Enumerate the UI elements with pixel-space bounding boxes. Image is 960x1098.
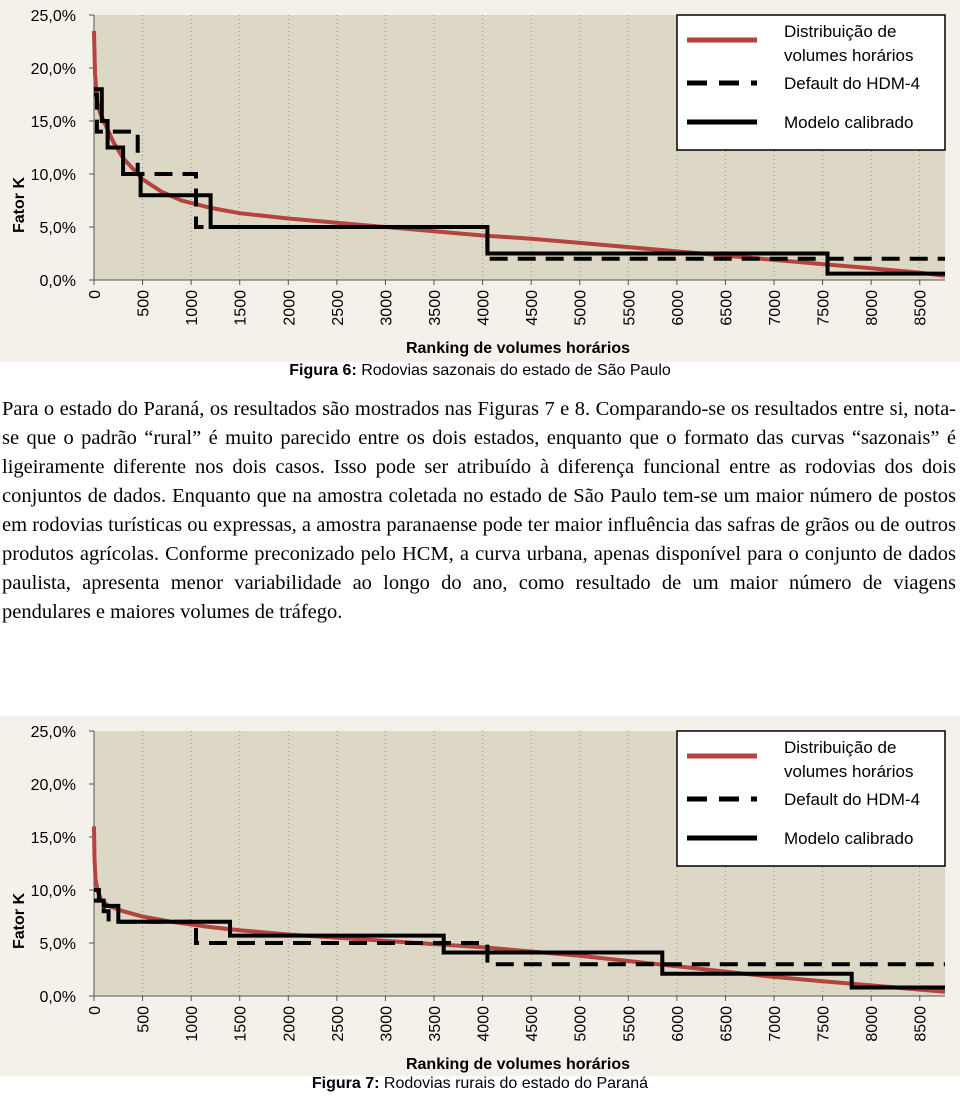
x-tick-label: 8000 xyxy=(864,290,882,326)
x-tick-label: 4500 xyxy=(524,290,542,326)
y-tick-label: 10,0% xyxy=(30,167,76,184)
x-tick-label: 6500 xyxy=(718,290,736,326)
legend-label-distribution-line2: volumes horários xyxy=(784,46,914,65)
x-tick-label: 7500 xyxy=(815,290,833,326)
figure-6-caption xyxy=(0,362,960,380)
x-axis-label: Ranking de volumes horários xyxy=(405,340,631,357)
x-tick-label: 2000 xyxy=(281,1006,299,1042)
figure-7-chart xyxy=(0,716,960,1076)
x-tick-label: 5000 xyxy=(572,1006,590,1042)
legend-label-calibrated: Modelo calibrado xyxy=(784,113,914,132)
x-tick-label: 3000 xyxy=(378,290,396,326)
x-tick-label: 500 xyxy=(135,1006,153,1033)
y-tick-label: 25,0% xyxy=(30,8,76,25)
x-tick-label: 0 xyxy=(87,1006,104,1015)
legend-label-distribution-line2: volumes horários xyxy=(784,762,914,781)
figure-6-svg xyxy=(0,0,960,362)
legend-label-distribution-line1: Distribuição de xyxy=(784,738,897,757)
x-tick-label: 8500 xyxy=(912,290,930,326)
y-tick-label: 20,0% xyxy=(30,61,76,78)
legend-label-calibrated: Modelo calibrado xyxy=(784,829,914,848)
x-tick-label: 6500 xyxy=(718,1006,736,1042)
y-axis-label: Fator K xyxy=(11,893,28,949)
y-axis-label: Fator K xyxy=(11,177,28,233)
x-axis-label: Ranking de volumes horários xyxy=(405,1056,631,1073)
x-tick-label: 8500 xyxy=(912,1006,930,1042)
figure-6-caption-label: Figura 6: xyxy=(289,362,357,379)
x-tick-label: 5000 xyxy=(572,290,590,326)
figure-6-chart xyxy=(0,0,960,362)
x-tick-label: 0 xyxy=(87,290,104,299)
x-tick-label: 7000 xyxy=(767,1006,785,1042)
x-tick-label: 5500 xyxy=(621,1006,639,1042)
y-tick-label: 5,0% xyxy=(39,936,76,953)
y-tick-label: 15,0% xyxy=(30,830,76,847)
y-tick-label: 0,0% xyxy=(39,273,76,290)
x-tick-label: 4000 xyxy=(475,290,493,326)
x-tick-label: 7000 xyxy=(767,290,785,326)
x-tick-label: 7500 xyxy=(815,1006,833,1042)
y-tick-label: 5,0% xyxy=(39,220,76,237)
y-tick-label: 10,0% xyxy=(30,883,76,900)
x-tick-label: 1500 xyxy=(232,1006,250,1042)
x-tick-label: 6000 xyxy=(669,1006,687,1042)
figure-7-svg xyxy=(0,716,960,1076)
x-tick-label: 1000 xyxy=(184,290,202,326)
x-tick-label: 5500 xyxy=(621,290,639,326)
x-tick-label: 8000 xyxy=(864,1006,882,1042)
figure-7-caption-label: Figura 7: xyxy=(311,1075,380,1092)
figure-7-caption xyxy=(0,1075,960,1093)
x-tick-label: 2000 xyxy=(281,290,299,326)
figure-7-caption-text: Rodovias rurais do estado do Paraná xyxy=(379,1075,649,1092)
legend-label-distribution-line1: Distribuição de xyxy=(784,22,897,41)
x-tick-label: 1500 xyxy=(232,290,250,326)
y-tick-label: 0,0% xyxy=(39,989,76,1006)
x-tick-label: 6000 xyxy=(669,290,687,326)
x-tick-label: 2500 xyxy=(329,290,347,326)
legend-label-hdm4: Default do HDM-4 xyxy=(784,74,921,93)
y-tick-label: 25,0% xyxy=(30,724,76,741)
x-tick-label: 3000 xyxy=(378,1006,396,1042)
x-tick-label: 4500 xyxy=(524,1006,542,1042)
body-paragraph: Para o estado do Paraná, os resultados são mostrados nas Figuras 7 e 8. Comparando-se os resultados entre si, nota-se que o padrão “rural” é muito parecido entre os dois estados, enquanto que o formato das curvas “sazonais” é ligeiramente diferente nos dois casos. Isso pode ser atribuído à diferença funcional entre as rodovias dos dois conjuntos de dados. Enquanto que na amostra coletada no estado de São Paulo tem-se um maior número de postos em rodovias turísticas ou expressas, a amostra paranaense pode ter maior influência das safras de grãos ou de outros produtos agrícolas. Conforme preconizado pelo HCM, a curva urbana, apenas disponível para o conjunto de dados paulista, apresenta menor variabilidade ao longo do ano, como resultado de um maior número de viagens pendulares e maiores volumes de tráfego. xyxy=(2,398,956,623)
x-tick-label: 500 xyxy=(135,290,153,317)
x-tick-label: 2500 xyxy=(329,1006,347,1042)
x-tick-label: 3500 xyxy=(427,1006,445,1042)
y-tick-label: 20,0% xyxy=(30,777,76,794)
figure-6-caption-text: Rodovias sazonais do estado de São Paulo xyxy=(356,362,671,379)
legend-label-hdm4: Default do HDM-4 xyxy=(784,790,921,809)
x-tick-label: 3500 xyxy=(427,290,445,326)
x-tick-label: 4000 xyxy=(475,1006,493,1042)
y-tick-label: 15,0% xyxy=(30,114,76,131)
x-tick-label: 1000 xyxy=(184,1006,202,1042)
